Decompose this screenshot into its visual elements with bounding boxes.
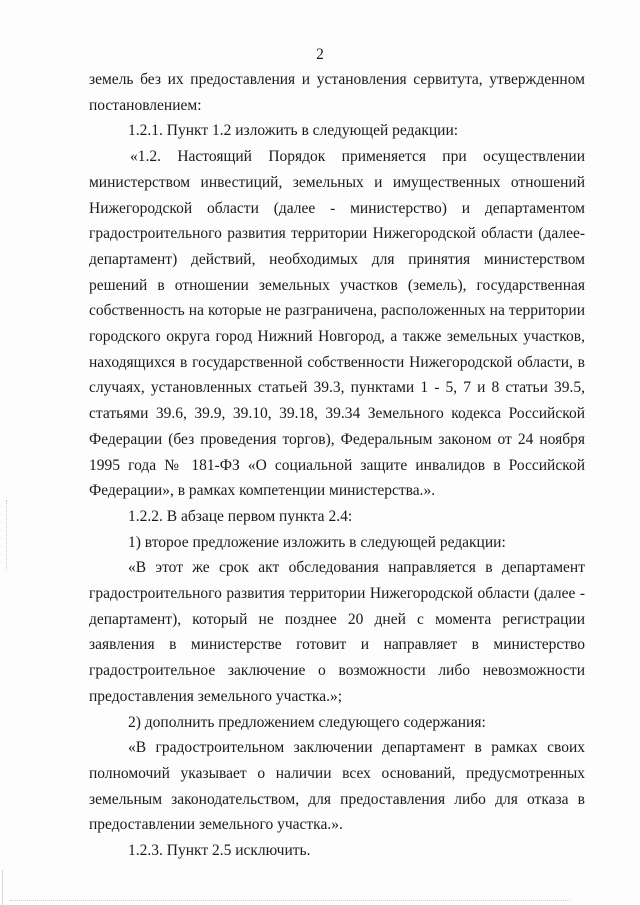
paragraph-subitem-2: 2) дополнить предложением следующего содержания:	[128, 713, 486, 731]
scan-artifact-left	[6, 500, 8, 570]
paragraph-clause-1-2-3: 1.2.3. Пункт 2.5 исключить.	[128, 842, 311, 860]
paragraph-clause-1-2-1: 1.2.1. Пункт 1.2 изложить в следующей редакции:	[128, 122, 459, 140]
scan-artifact-bottom	[10, 900, 570, 902]
document-body	[89, 67, 585, 864]
paragraph-subitem-1-text: «В этот же срок акт обследования направляется в департамент градостроительного развития территории Нижегородской области (далее - департамент), который не позднее 20 дней с момента регистрации заявления в министерстве готовит и направляет в министерство градостроительное заключение о возможности либо невозможности предоставления земельного участка.»;	[89, 559, 585, 705]
paragraph-clause-1-2-2: 1.2.2. В абзаце первом пункта 2.4:	[128, 507, 353, 525]
paragraph-continuation: земель без их предоставления и установления сервитута, утвержденном постановлением:	[89, 71, 585, 114]
paragraph-subitem-2-text: «В градостроительном заключении департамент в рамках своих полномочий указывает о наличии всех оснований, предусмотренных земельным законодательством, для предоставления либо для отказа в предоставлении земельного участка.».	[89, 739, 585, 834]
paragraph-clause-1-2-text: «1.2. Настоящий Порядок применяется при осуществлении министерством инвестиций, земельных и имущественных отношений Нижегородской области (далее - министерство) и департаментом градостроительного развития территории Нижегородской области (далее-департамент) действий, необходимых для принятия министерством решений в отношении земельных участков (земель), государственная собственность на которые не разграничена, расположенных на территории городского округа город Нижний Новгород, а также земельных участков, находящихся в государственной собственности Нижегородской области, в случаях, установленных статьей 39.3, пунктами 1 - 5, 7 и 8 статьи 39.5, статьями 39.6, 39.9, 39.10, 39.18, 39.34 Земельного кодекса Российской Федерации (без проведения торгов), Федеральным законом от 24 ноября 1995 года № 181-ФЗ «О социальной защите инвалидов в Российской Федерации», в рамках компетенции министерства.».	[89, 148, 585, 500]
scan-artifact-left-bottom	[2, 870, 4, 905]
page-number: 2	[316, 46, 324, 63]
paragraph-subitem-1: 1) второе предложение изложить в следующей редакции:	[128, 533, 506, 551]
